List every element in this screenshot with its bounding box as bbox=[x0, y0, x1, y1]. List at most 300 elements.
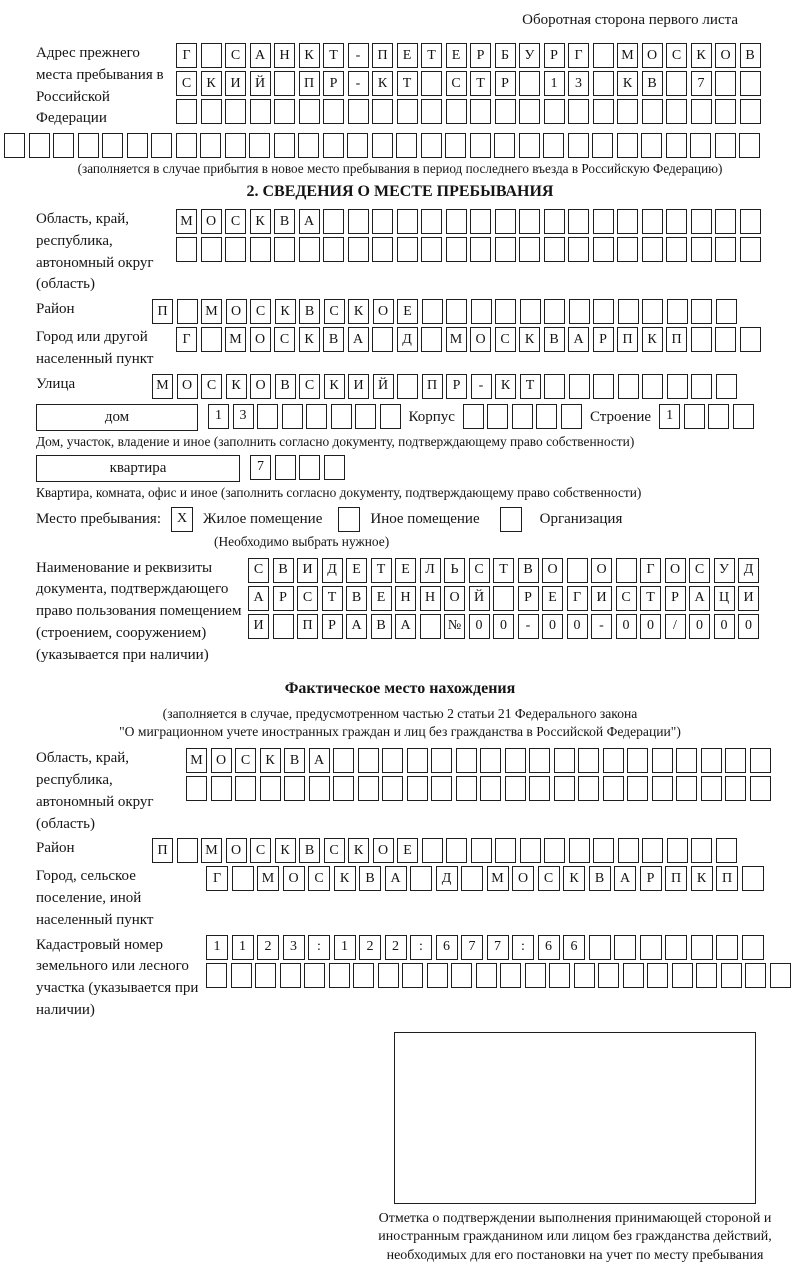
char-box bbox=[151, 133, 172, 158]
region-label: Область, край, республика, автономный округ (область) bbox=[36, 209, 176, 296]
char-box bbox=[519, 99, 540, 124]
char-box: 0 bbox=[542, 614, 563, 639]
char-box: : bbox=[308, 935, 330, 960]
char-box bbox=[275, 455, 296, 480]
cadastral-rows bbox=[206, 935, 791, 988]
char-box bbox=[684, 404, 705, 429]
char-box: С bbox=[235, 748, 256, 773]
char-box bbox=[470, 237, 491, 262]
stroenie-row bbox=[659, 404, 754, 429]
char-box: И bbox=[738, 586, 759, 611]
region-block bbox=[36, 209, 764, 296]
char-box bbox=[716, 935, 738, 960]
char-box: К bbox=[250, 209, 271, 234]
house-type-box: дом bbox=[36, 404, 198, 431]
char-box bbox=[701, 776, 722, 801]
char-box bbox=[716, 374, 737, 399]
char-box: В bbox=[275, 374, 296, 399]
char-box bbox=[225, 237, 246, 262]
char-box: О bbox=[250, 327, 271, 352]
char-box: 0 bbox=[689, 614, 710, 639]
stay-type-note: (Необходимо выбрать нужное) bbox=[214, 534, 764, 550]
char-box bbox=[200, 133, 221, 158]
actual-region-row-1 bbox=[186, 748, 771, 773]
char-box: Л bbox=[420, 558, 441, 583]
actual-district-label: Район bbox=[36, 838, 152, 860]
char-box bbox=[554, 748, 575, 773]
char-box bbox=[750, 748, 771, 773]
char-box: Г bbox=[567, 586, 588, 611]
char-box bbox=[708, 404, 729, 429]
char-box bbox=[407, 776, 428, 801]
confirmation-stamp-area bbox=[394, 1032, 756, 1204]
char-box bbox=[592, 133, 613, 158]
char-box bbox=[593, 209, 614, 234]
char-box: М bbox=[152, 374, 173, 399]
char-box bbox=[495, 99, 516, 124]
char-box: К bbox=[260, 748, 281, 773]
char-box bbox=[593, 43, 614, 68]
char-box: Й bbox=[373, 374, 394, 399]
cadastral-label: Кадастровый номер земельного или лесного участка (указывается при наличии) bbox=[36, 935, 206, 1022]
char-box bbox=[421, 327, 442, 352]
char-box bbox=[347, 133, 368, 158]
char-box bbox=[593, 71, 614, 96]
char-box bbox=[691, 935, 713, 960]
char-box: П bbox=[716, 866, 738, 891]
char-box: Р bbox=[518, 586, 539, 611]
char-box: 2 bbox=[359, 935, 381, 960]
char-box bbox=[274, 99, 295, 124]
char-box bbox=[420, 614, 441, 639]
char-box: И bbox=[591, 586, 612, 611]
char-box bbox=[569, 299, 590, 324]
char-box bbox=[407, 748, 428, 773]
char-box bbox=[554, 776, 575, 801]
char-box: - bbox=[348, 43, 369, 68]
char-box bbox=[78, 133, 99, 158]
char-box: Т bbox=[322, 586, 343, 611]
house-number-row bbox=[208, 404, 401, 429]
char-box bbox=[652, 776, 673, 801]
char-box bbox=[299, 455, 320, 480]
char-box bbox=[446, 237, 467, 262]
char-box bbox=[396, 133, 417, 158]
char-box bbox=[348, 99, 369, 124]
char-box bbox=[740, 99, 761, 124]
char-box bbox=[715, 209, 736, 234]
char-box bbox=[716, 838, 737, 863]
prev-address-rows bbox=[176, 43, 761, 124]
char-box: А bbox=[299, 209, 320, 234]
char-box: 0 bbox=[567, 614, 588, 639]
char-box bbox=[520, 838, 541, 863]
char-box bbox=[593, 374, 614, 399]
actual-region-block bbox=[36, 748, 764, 835]
char-box bbox=[740, 327, 761, 352]
char-box: Н bbox=[395, 586, 416, 611]
char-box: О bbox=[211, 748, 232, 773]
char-box: П bbox=[372, 43, 393, 68]
prev-address-block bbox=[36, 43, 764, 130]
char-box: Д bbox=[322, 558, 343, 583]
char-box: К bbox=[226, 374, 247, 399]
char-box bbox=[561, 404, 582, 429]
char-box bbox=[740, 209, 761, 234]
char-box: О bbox=[283, 866, 305, 891]
char-box: В bbox=[284, 748, 305, 773]
char-box: К bbox=[348, 838, 369, 863]
char-box bbox=[456, 748, 477, 773]
char-box bbox=[298, 133, 319, 158]
char-box: С bbox=[689, 558, 710, 583]
char-box bbox=[284, 776, 305, 801]
char-box: А bbox=[309, 748, 330, 773]
char-box bbox=[470, 99, 491, 124]
char-box bbox=[666, 71, 687, 96]
char-box bbox=[725, 776, 746, 801]
char-box bbox=[627, 776, 648, 801]
char-box bbox=[421, 99, 442, 124]
actual-region-row-2 bbox=[186, 776, 771, 801]
char-box: Р bbox=[322, 614, 343, 639]
char-box: : bbox=[512, 935, 534, 960]
char-box bbox=[676, 748, 697, 773]
char-box bbox=[445, 133, 466, 158]
char-box bbox=[618, 374, 639, 399]
char-box bbox=[201, 237, 222, 262]
char-box bbox=[543, 133, 564, 158]
char-box bbox=[380, 404, 401, 429]
char-box: С bbox=[297, 586, 318, 611]
char-box bbox=[186, 776, 207, 801]
actual-location-note-1: (заполняется в случае, предусмотренном частью 2 статьи 21 Федерального закона bbox=[36, 706, 764, 722]
actual-district-block bbox=[36, 838, 764, 863]
char-box bbox=[304, 963, 325, 988]
char-box bbox=[206, 963, 227, 988]
char-box bbox=[721, 963, 742, 988]
char-box bbox=[568, 209, 589, 234]
char-box bbox=[593, 237, 614, 262]
char-box: И bbox=[348, 374, 369, 399]
char-box bbox=[691, 374, 712, 399]
char-box bbox=[274, 71, 295, 96]
actual-region-label: Область, край, республика, автономный округ (область) bbox=[36, 748, 186, 835]
char-box bbox=[715, 99, 736, 124]
stay-type-label: Место пребывания: bbox=[36, 511, 161, 528]
char-box bbox=[372, 327, 393, 352]
char-box: А bbox=[395, 614, 416, 639]
char-box bbox=[257, 404, 278, 429]
char-box: Н bbox=[420, 586, 441, 611]
char-box: К bbox=[642, 327, 663, 352]
char-box: Р bbox=[446, 374, 467, 399]
apartment-type-box: квартира bbox=[36, 455, 240, 482]
char-box: 7 bbox=[691, 71, 712, 96]
char-box: Р bbox=[470, 43, 491, 68]
char-box: О bbox=[591, 558, 612, 583]
char-box bbox=[549, 963, 570, 988]
cadastral-block bbox=[36, 935, 764, 1022]
char-box bbox=[715, 237, 736, 262]
char-box: К bbox=[299, 43, 320, 68]
char-box bbox=[422, 838, 443, 863]
char-box bbox=[690, 133, 711, 158]
char-box: К bbox=[299, 327, 320, 352]
stay-option-organization-label: Организация bbox=[540, 511, 623, 528]
char-box: Е bbox=[397, 299, 418, 324]
char-box bbox=[421, 71, 442, 96]
stay-checkbox-organization bbox=[500, 507, 522, 532]
char-box: / bbox=[665, 614, 686, 639]
char-box: К bbox=[201, 71, 222, 96]
char-box bbox=[740, 71, 761, 96]
char-box bbox=[536, 404, 557, 429]
char-box: А bbox=[346, 614, 367, 639]
char-box: О bbox=[373, 838, 394, 863]
char-box bbox=[725, 748, 746, 773]
actual-location-title: Фактическое место нахождения bbox=[36, 680, 764, 698]
char-box bbox=[614, 935, 636, 960]
char-box bbox=[574, 963, 595, 988]
char-box bbox=[617, 99, 638, 124]
char-box: В bbox=[544, 327, 565, 352]
char-box bbox=[505, 748, 526, 773]
char-box bbox=[642, 99, 663, 124]
char-box: Т bbox=[397, 71, 418, 96]
district-row bbox=[152, 299, 737, 324]
char-box: Е bbox=[397, 43, 418, 68]
prev-address-row-3 bbox=[176, 99, 761, 124]
char-box: В bbox=[299, 838, 320, 863]
char-box bbox=[273, 614, 294, 639]
char-box bbox=[487, 404, 508, 429]
char-box: М bbox=[257, 866, 279, 891]
char-box: Е bbox=[446, 43, 467, 68]
char-box bbox=[666, 237, 687, 262]
char-box: - bbox=[348, 71, 369, 96]
district-block bbox=[36, 299, 764, 324]
char-box bbox=[642, 838, 663, 863]
char-box bbox=[306, 404, 327, 429]
char-box: О bbox=[373, 299, 394, 324]
char-box: И bbox=[297, 558, 318, 583]
char-box bbox=[329, 963, 350, 988]
char-box: М bbox=[617, 43, 638, 68]
page-side-note: Оборотная сторона первого листа bbox=[36, 12, 764, 29]
char-box: С bbox=[446, 71, 467, 96]
char-box bbox=[446, 838, 467, 863]
char-box bbox=[176, 99, 197, 124]
char-box: С bbox=[616, 586, 637, 611]
char-box: М bbox=[487, 866, 509, 891]
char-box bbox=[642, 209, 663, 234]
char-box bbox=[701, 748, 722, 773]
char-box: П bbox=[665, 866, 687, 891]
char-box: С bbox=[250, 299, 271, 324]
street-block bbox=[36, 374, 764, 399]
char-box: М bbox=[201, 299, 222, 324]
char-box bbox=[476, 963, 497, 988]
char-box bbox=[505, 776, 526, 801]
char-box: П bbox=[297, 614, 318, 639]
char-box bbox=[225, 133, 246, 158]
char-box bbox=[372, 237, 393, 262]
char-box bbox=[568, 237, 589, 262]
char-box bbox=[431, 748, 452, 773]
char-box: П bbox=[152, 299, 173, 324]
char-box bbox=[578, 776, 599, 801]
char-box bbox=[665, 935, 687, 960]
actual-district-row bbox=[152, 838, 737, 863]
char-box bbox=[745, 963, 766, 988]
char-box bbox=[618, 299, 639, 324]
char-box: В bbox=[299, 299, 320, 324]
char-box bbox=[495, 299, 516, 324]
char-box bbox=[667, 299, 688, 324]
char-box: С bbox=[299, 374, 320, 399]
char-box bbox=[667, 838, 688, 863]
char-box: К bbox=[275, 299, 296, 324]
char-box bbox=[333, 776, 354, 801]
char-box bbox=[29, 133, 50, 158]
char-box: В bbox=[346, 586, 367, 611]
char-box bbox=[235, 776, 256, 801]
char-box: Р bbox=[273, 586, 294, 611]
document-label: Наименование и реквизиты документа, подтверждающего право пользования помещением (строением, сооружением) (указывается при наличии) bbox=[36, 558, 248, 667]
char-box bbox=[616, 558, 637, 583]
char-box bbox=[696, 963, 717, 988]
char-box: - bbox=[518, 614, 539, 639]
char-box: Е bbox=[346, 558, 367, 583]
char-box: Р bbox=[593, 327, 614, 352]
char-box: О bbox=[715, 43, 736, 68]
char-box bbox=[715, 71, 736, 96]
char-box bbox=[323, 133, 344, 158]
char-box bbox=[544, 299, 565, 324]
char-box bbox=[617, 209, 638, 234]
char-box: К bbox=[691, 866, 713, 891]
char-box bbox=[493, 586, 514, 611]
char-box bbox=[627, 748, 648, 773]
char-box: 0 bbox=[640, 614, 661, 639]
char-box bbox=[323, 237, 344, 262]
char-box bbox=[593, 99, 614, 124]
char-box: 2 bbox=[385, 935, 407, 960]
char-box bbox=[578, 748, 599, 773]
actual-city-label: Город, сельское поселение, иной населенный пункт bbox=[36, 866, 206, 931]
char-box bbox=[716, 299, 737, 324]
char-box: С bbox=[495, 327, 516, 352]
char-box bbox=[427, 963, 448, 988]
char-box bbox=[421, 237, 442, 262]
char-box: К bbox=[324, 374, 345, 399]
char-box bbox=[739, 133, 760, 158]
char-box bbox=[603, 748, 624, 773]
prev-address-row-2 bbox=[176, 71, 761, 96]
char-box: Р bbox=[665, 586, 686, 611]
char-box bbox=[421, 133, 442, 158]
char-box bbox=[525, 963, 546, 988]
char-box bbox=[544, 374, 565, 399]
char-box bbox=[495, 237, 516, 262]
char-box bbox=[177, 299, 198, 324]
char-box: У bbox=[519, 43, 540, 68]
char-box: Д bbox=[436, 866, 458, 891]
char-box: Т bbox=[640, 586, 661, 611]
char-box: Т bbox=[493, 558, 514, 583]
char-box bbox=[299, 237, 320, 262]
char-box: О bbox=[250, 374, 271, 399]
char-box bbox=[494, 133, 515, 158]
stay-checkbox-other-premises bbox=[338, 507, 360, 532]
char-box bbox=[567, 558, 588, 583]
char-box: 0 bbox=[493, 614, 514, 639]
char-box: О bbox=[470, 327, 491, 352]
char-box: М bbox=[225, 327, 246, 352]
char-box bbox=[382, 748, 403, 773]
actual-city-block bbox=[36, 866, 764, 931]
char-box bbox=[422, 299, 443, 324]
char-box bbox=[529, 748, 550, 773]
char-box bbox=[446, 99, 467, 124]
char-box: Д bbox=[397, 327, 418, 352]
char-box bbox=[358, 748, 379, 773]
char-box: Т bbox=[371, 558, 392, 583]
char-box: 1 bbox=[544, 71, 565, 96]
char-box: С bbox=[201, 374, 222, 399]
char-box bbox=[667, 374, 688, 399]
char-box bbox=[495, 838, 516, 863]
char-box bbox=[397, 237, 418, 262]
street-row bbox=[152, 374, 737, 399]
char-box bbox=[232, 866, 254, 891]
char-box bbox=[102, 133, 123, 158]
char-box bbox=[593, 838, 614, 863]
char-box bbox=[519, 237, 540, 262]
char-box: А bbox=[614, 866, 636, 891]
char-box: 1 bbox=[659, 404, 680, 429]
char-box: О bbox=[226, 838, 247, 863]
char-box bbox=[309, 776, 330, 801]
char-box bbox=[618, 838, 639, 863]
char-box: П bbox=[152, 838, 173, 863]
char-box bbox=[617, 133, 638, 158]
char-box bbox=[323, 99, 344, 124]
char-box bbox=[715, 133, 736, 158]
char-box bbox=[355, 404, 376, 429]
char-box bbox=[691, 327, 712, 352]
char-box: С bbox=[666, 43, 687, 68]
char-box bbox=[529, 776, 550, 801]
char-box: У bbox=[714, 558, 735, 583]
char-box: Т bbox=[520, 374, 541, 399]
char-box bbox=[177, 838, 198, 863]
char-box bbox=[282, 404, 303, 429]
region-row-1 bbox=[176, 209, 761, 234]
char-box: К bbox=[334, 866, 356, 891]
char-box bbox=[348, 209, 369, 234]
char-box: Р bbox=[640, 866, 662, 891]
actual-location-note-2: "О миграционном учете иностранных граждан и лиц без гражданства в Российской Федерации") bbox=[36, 724, 764, 740]
char-box bbox=[353, 963, 374, 988]
char-box bbox=[480, 748, 501, 773]
char-box bbox=[568, 99, 589, 124]
char-box: П bbox=[299, 71, 320, 96]
char-box: 6 bbox=[436, 935, 458, 960]
actual-region-rows bbox=[186, 748, 771, 801]
stay-option-residential-label: Жилое помещение bbox=[203, 511, 322, 528]
